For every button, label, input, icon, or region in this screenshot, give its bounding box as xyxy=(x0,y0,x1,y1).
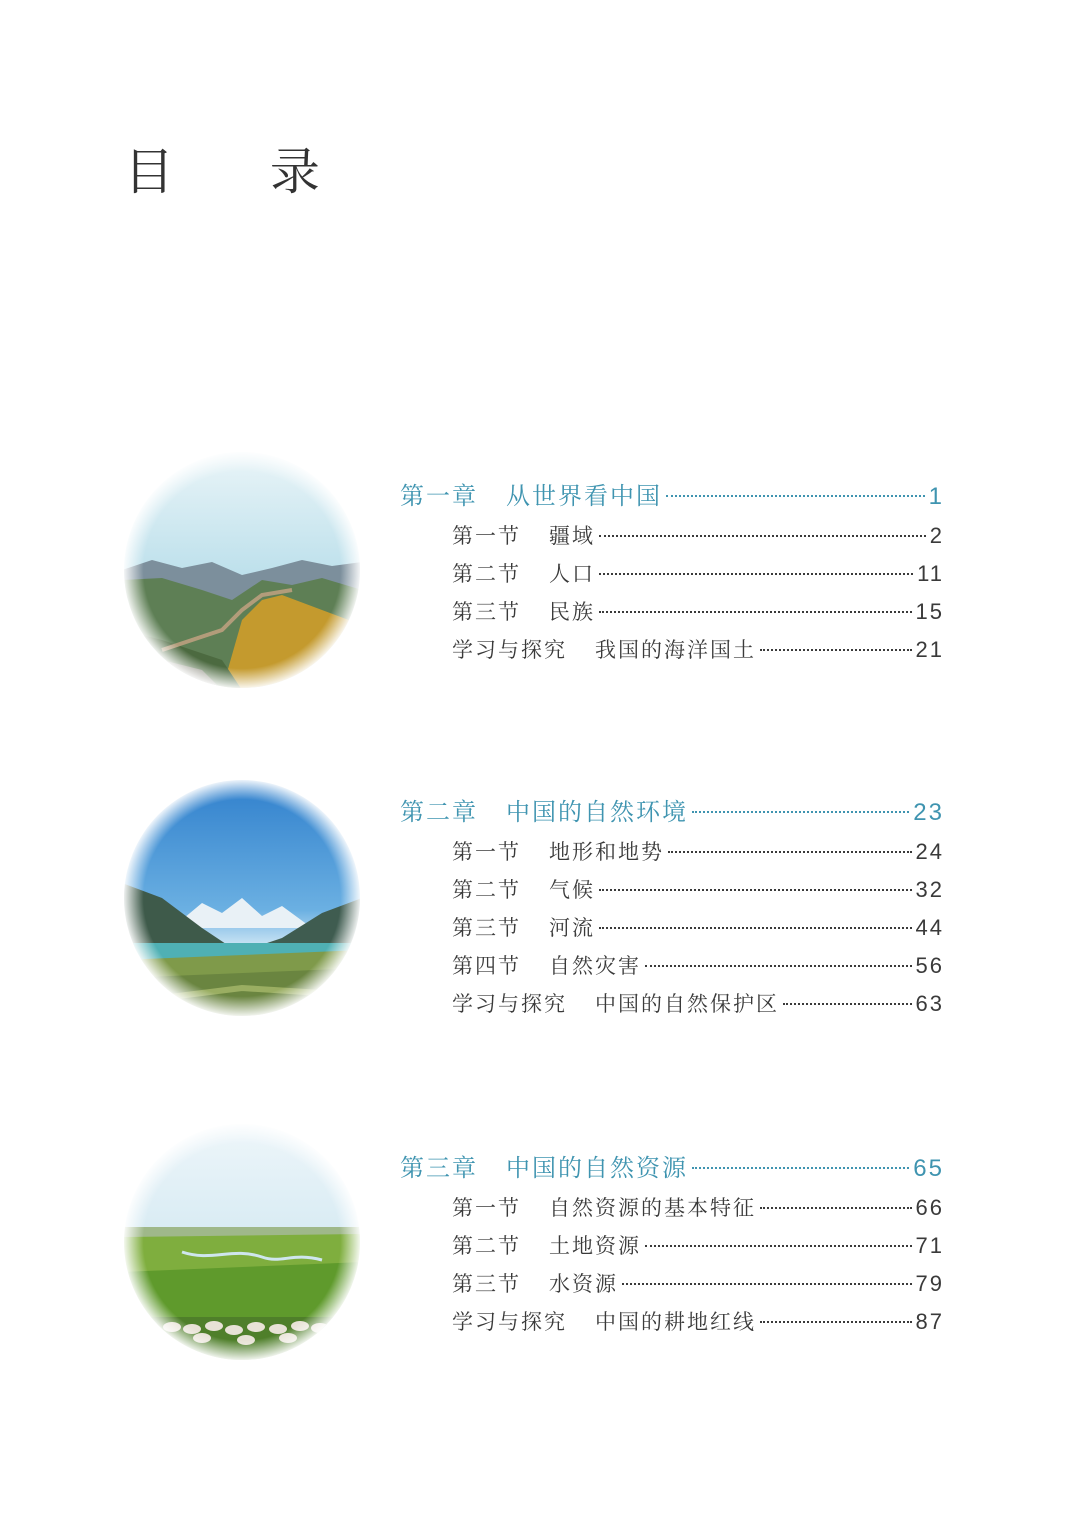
mountain-lake-landscape-icon xyxy=(122,778,362,1018)
section-label: 第二节 xyxy=(452,1234,521,1258)
section-page: 63 xyxy=(915,991,944,1016)
toc-section-entry[interactable] xyxy=(452,520,944,558)
section-label: 第三节 xyxy=(452,916,521,940)
chapter-3-name: 中国的自然资源 xyxy=(506,1154,688,1182)
section-page: 71 xyxy=(915,1233,944,1258)
section-page: 21 xyxy=(915,637,944,662)
chapter-2-entry[interactable] xyxy=(400,792,944,836)
great-wall-landscape-icon xyxy=(122,450,362,690)
section-page: 44 xyxy=(915,915,944,940)
section-label: 第一节 xyxy=(452,1196,521,1220)
section-name: 自然资源的基本特征 xyxy=(549,1196,756,1220)
dot-leader xyxy=(760,1321,912,1323)
section-label: 第一节 xyxy=(452,840,521,864)
dot-leader xyxy=(692,811,909,813)
toc-section-entry[interactable] xyxy=(452,558,944,596)
dot-leader xyxy=(666,495,925,497)
dot-leader xyxy=(599,611,912,613)
chapter-1-page: 1 xyxy=(928,483,944,510)
dot-leader xyxy=(599,889,912,891)
toc-section-entry[interactable] xyxy=(452,634,944,672)
dot-leader xyxy=(783,1003,912,1005)
section-name: 水资源 xyxy=(549,1272,618,1296)
section-label: 第二节 xyxy=(452,562,521,586)
section-page: 66 xyxy=(915,1195,944,1220)
section-name: 河流 xyxy=(549,916,595,940)
chapter-2-name: 中国的自然环境 xyxy=(506,798,688,826)
section-label: 学习与探究 xyxy=(452,1310,567,1334)
section-label: 第三节 xyxy=(452,1272,521,1296)
toc-section-entry[interactable] xyxy=(452,1230,944,1268)
section-name: 人口 xyxy=(549,562,595,586)
section-name: 疆域 xyxy=(549,524,595,548)
dot-leader xyxy=(760,649,912,651)
dot-leader xyxy=(645,1245,912,1247)
dot-leader xyxy=(599,927,912,929)
section-page: 11 xyxy=(917,561,944,586)
section-label: 学习与探究 xyxy=(452,638,567,662)
chapter-3-entry[interactable] xyxy=(400,1148,944,1192)
toc-section-entry[interactable] xyxy=(452,950,944,988)
dot-leader xyxy=(668,851,912,853)
chapter-1-label: 第一章 xyxy=(400,482,478,510)
toc-section-entry[interactable] xyxy=(452,1306,944,1344)
section-label: 第三节 xyxy=(452,600,521,624)
toc-section-entry[interactable] xyxy=(452,1192,944,1230)
section-page: 79 xyxy=(915,1271,944,1296)
section-page: 56 xyxy=(915,953,944,978)
section-name: 土地资源 xyxy=(549,1234,641,1258)
dot-leader xyxy=(599,573,913,575)
section-page: 32 xyxy=(915,877,944,902)
page-title: 目 录 xyxy=(124,143,360,201)
section-name: 我国的海洋国土 xyxy=(595,638,756,662)
dot-leader xyxy=(645,965,912,967)
dot-leader xyxy=(760,1207,912,1209)
section-page: 2 xyxy=(929,523,944,548)
section-name: 气候 xyxy=(549,878,595,902)
grassland-sheep-landscape-icon xyxy=(122,1122,362,1362)
section-label: 学习与探究 xyxy=(452,992,567,1016)
toc-section-entry[interactable] xyxy=(452,596,944,634)
section-name: 自然灾害 xyxy=(549,954,641,978)
section-name: 民族 xyxy=(549,600,595,624)
section-name: 地形和地势 xyxy=(549,840,664,864)
chapter-3-label: 第三章 xyxy=(400,1154,478,1182)
chapter-3-page: 65 xyxy=(913,1155,944,1182)
toc-section-entry[interactable] xyxy=(452,874,944,912)
section-page: 15 xyxy=(915,599,944,624)
dot-leader xyxy=(692,1167,909,1169)
section-page: 87 xyxy=(915,1309,944,1334)
chapter-2-label: 第二章 xyxy=(400,798,478,826)
toc-section-entry[interactable] xyxy=(452,988,944,1026)
section-label: 第四节 xyxy=(452,954,521,978)
section-label: 第二节 xyxy=(452,878,521,902)
chapter-1-name: 从世界看中国 xyxy=(506,482,662,510)
dot-leader xyxy=(622,1283,912,1285)
section-label: 第一节 xyxy=(452,524,521,548)
section-page: 24 xyxy=(915,839,944,864)
section-name: 中国的耕地红线 xyxy=(595,1310,756,1334)
section-name: 中国的自然保护区 xyxy=(595,992,779,1016)
toc-section-entry[interactable] xyxy=(452,912,944,950)
chapter-2-page: 23 xyxy=(913,799,944,826)
toc-section-entry[interactable] xyxy=(452,836,944,874)
toc-section-entry[interactable] xyxy=(452,1268,944,1306)
chapter-1-entry[interactable] xyxy=(400,476,944,520)
dot-leader xyxy=(599,535,926,537)
